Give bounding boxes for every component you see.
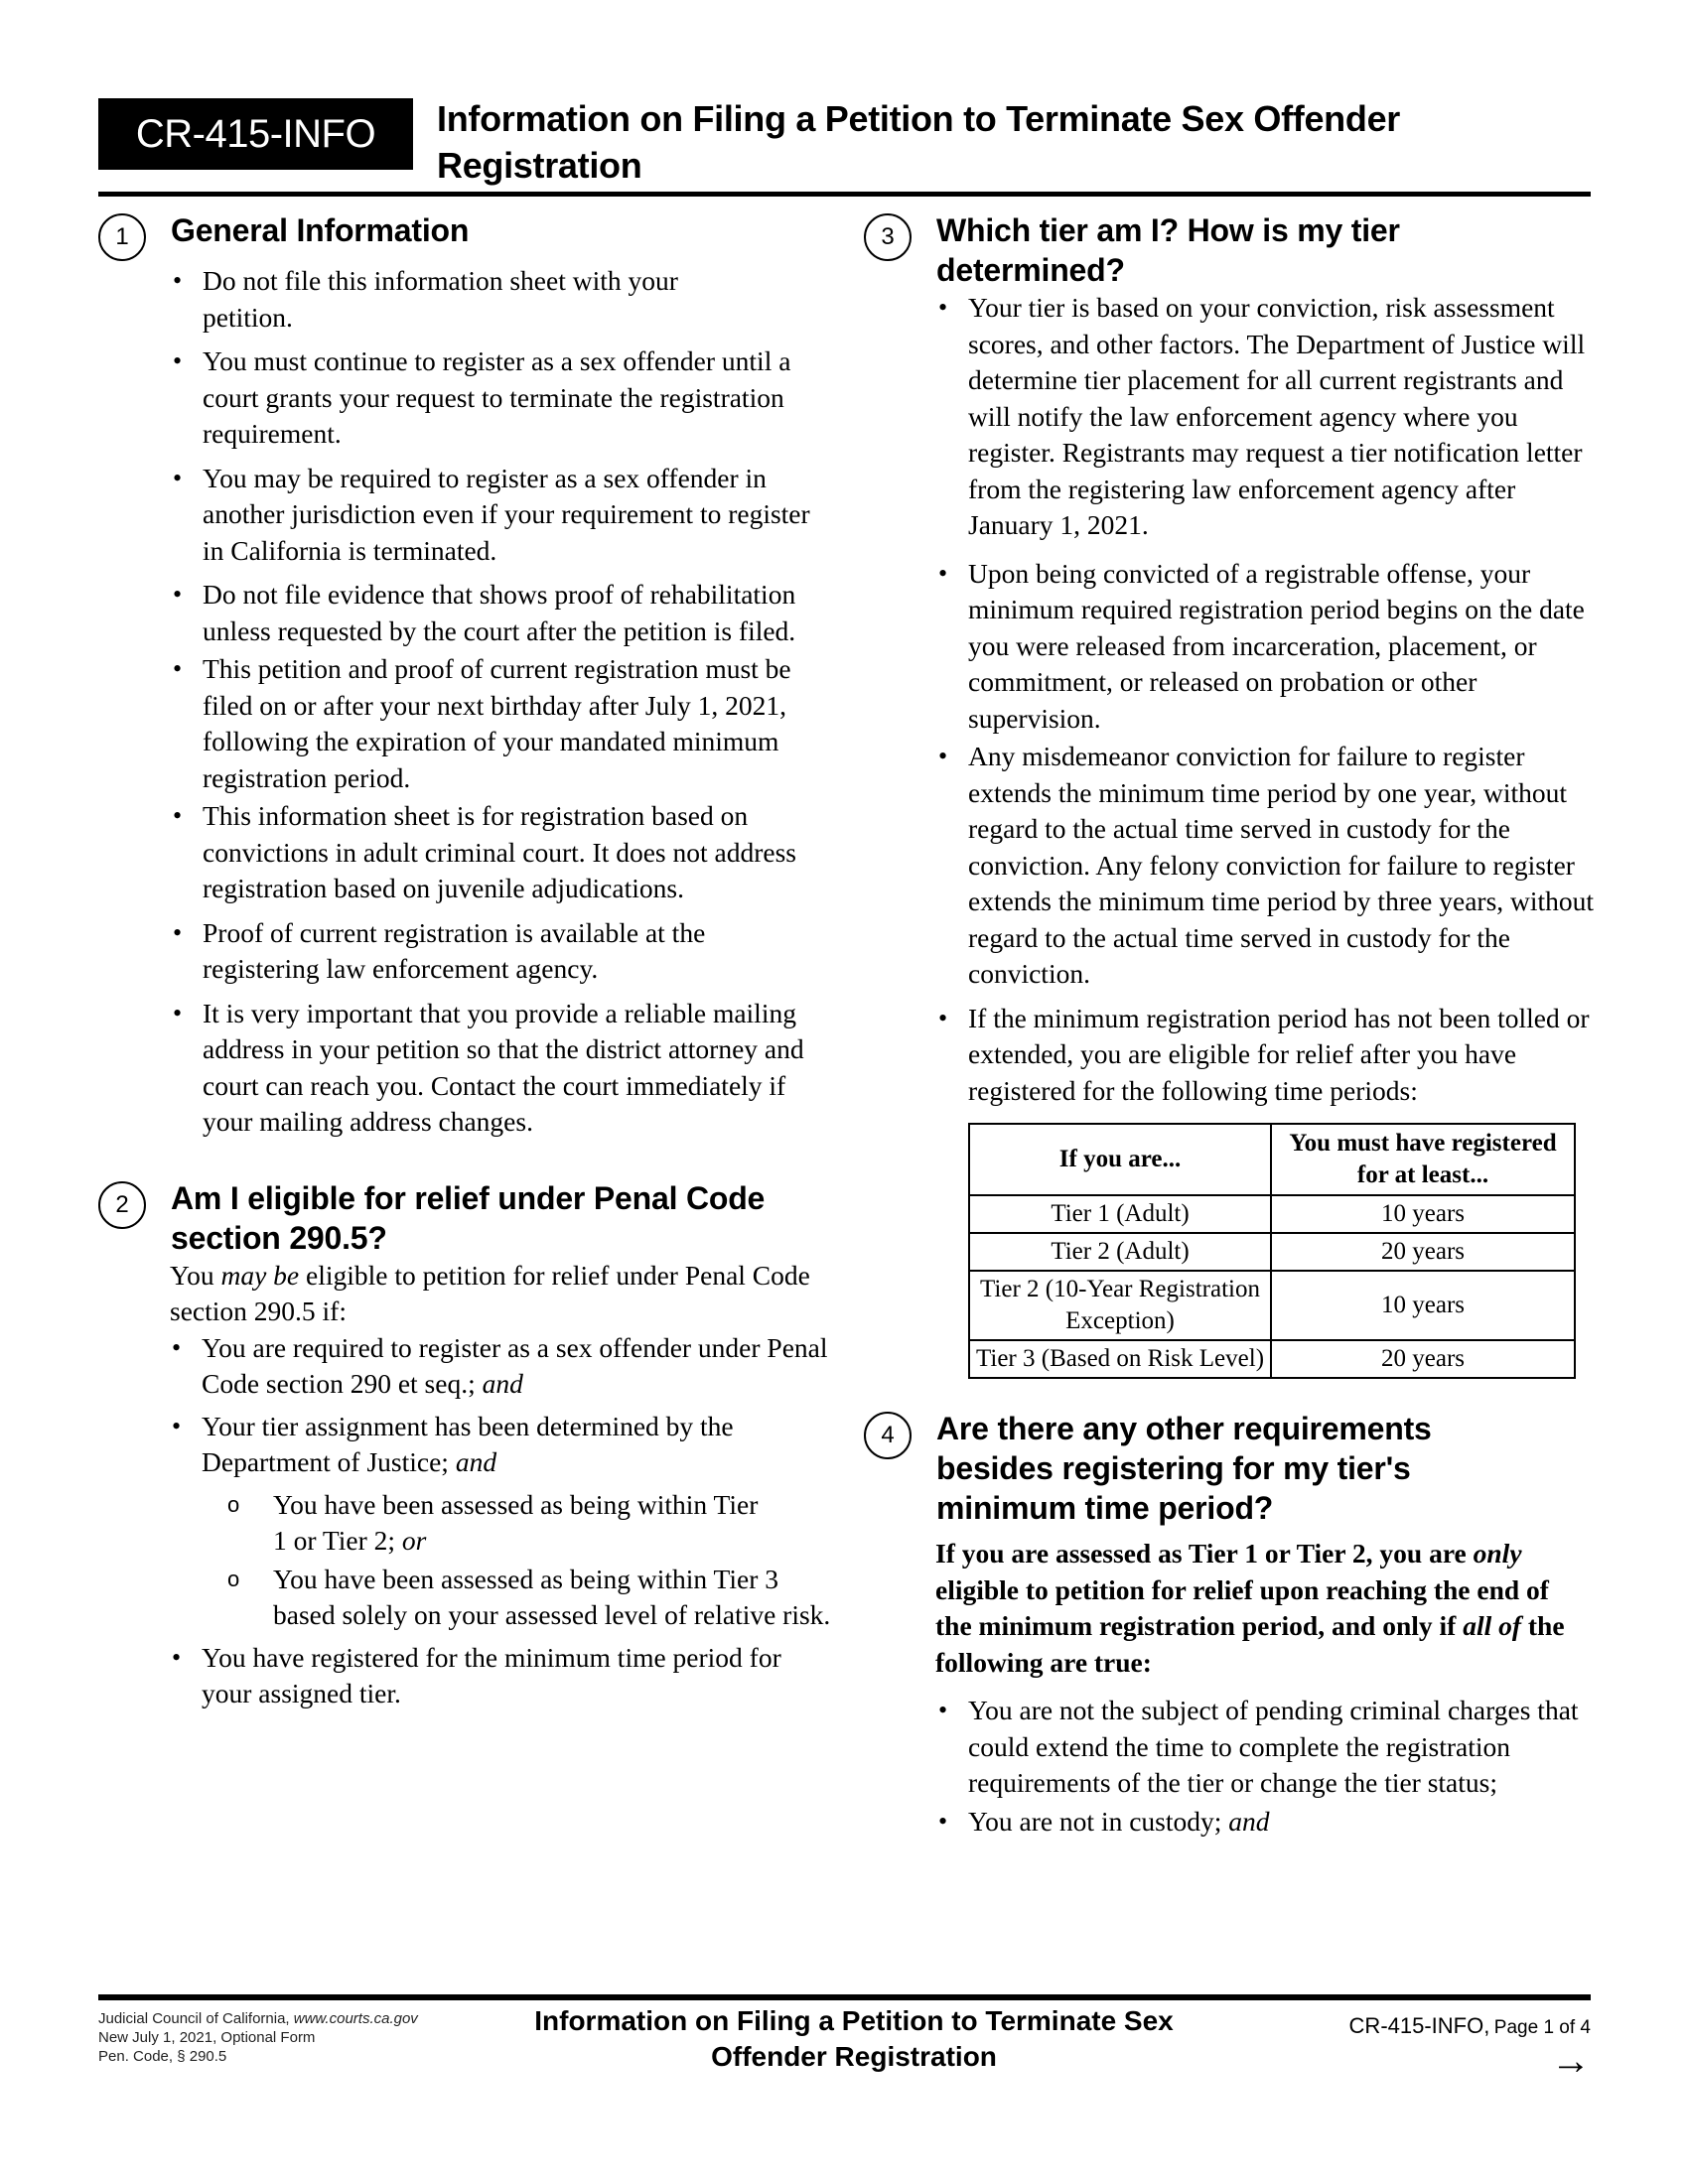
list-item: • Your tier is based on your conviction, risk assessment scores, and other factors. The Department of Justice will determine tier placement for all current registrants and will notify the law enforcement agency where you register. Registrants may request a tier notification letter from the registering law enforcement agency after January 1, 2021. xyxy=(936,290,1599,544)
footer-divider xyxy=(98,1994,1591,2000)
section-title: Are there any other requirements besides registering for my tier's minimum time period? xyxy=(936,1411,1432,1526)
section-title: General Information xyxy=(171,212,470,248)
section-other-requirements xyxy=(864,1409,1599,1840)
form-code: CR-415-INFO xyxy=(135,111,376,156)
footer-title: Information on Filing a Petition to Terminate Sex Offender Registration xyxy=(534,2005,1174,2072)
section-number-badge: 3 xyxy=(864,213,912,261)
table-header: If you are... xyxy=(969,1124,1271,1195)
list-item: • Your tier assignment has been determined by the Department of Justice; and o You have been assessed as being within Tier 1 or Tier 2; or o You have been assessed as being within Tier 3 based solely on your assessed level of relative risk. xyxy=(170,1409,833,1634)
page-title-line2: Registration xyxy=(437,145,642,186)
list-item: • You have registered for the minimum time period for your assigned tier. xyxy=(170,1640,833,1712)
table-row: Tier 3 (Based on Risk Level) 20 years xyxy=(969,1340,1575,1378)
list-item: • Any misdemeanor conviction for failure to register extends the minimum time period by one year, without regard to the actual time served in custody for the conviction. Any felony conviction for failure to register extends the minimum time period by three years, without regard to the actual time served in custody for the conviction. xyxy=(936,739,1599,993)
sub-list-item: o You have been assessed as being within Tier 1 or Tier 2; or xyxy=(225,1487,833,1560)
list-item: • This petition and proof of current registration must be filed on or after your next birthday after July 1, 2021, following the expiration of your mandated minimum registration period. xyxy=(171,651,833,796)
form-code-badge xyxy=(98,98,413,170)
list-item: • You are required to register as a sex offender under Penal Code section 290 et seq.; and xyxy=(170,1330,833,1403)
table-header: You must have registered for at least... xyxy=(1271,1124,1575,1195)
page-title xyxy=(437,95,1579,189)
page-number: Page 1 of 4 xyxy=(1493,2017,1591,2038)
section-number-badge: 2 xyxy=(98,1181,146,1229)
list-item: • Do not file evidence that shows proof of rehabilitation unless requested by the court after the petition is filed. xyxy=(171,577,833,649)
list-item: • Upon being convicted of a registrable offense, your minimum required registration period begins on the date you were released from incarceration, placement, or commitment, or released on probation or other supervision. xyxy=(936,556,1599,738)
list-item: • If the minimum registration period has not been tolled or extended, you are eligible for relief after you have registered for the following time periods: xyxy=(936,1001,1599,1110)
section-intro: You may be eligible to petition for relief under Penal Code section 290.5 if: xyxy=(170,1259,810,1326)
list-item: • Do not file this information sheet with your petition. xyxy=(171,263,833,336)
right-arrow-icon[interactable]: → xyxy=(1551,2039,1591,2083)
table-row: Tier 1 (Adult) 10 years xyxy=(969,1195,1575,1233)
section-number-badge: 4 xyxy=(864,1412,912,1459)
right-column xyxy=(864,210,1599,1840)
list-item: • Proof of current registration is available at the registering law enforcement agency. xyxy=(171,915,833,988)
footer-source: Judicial Council of California, www.courts.ca.gov New July 1, 2021, Optional Form Pen. Code, § 290.5 xyxy=(98,2010,418,2065)
list-item: • You must continue to register as a sex offender until a court grants your request to terminate the registration requirement. xyxy=(171,343,833,453)
list-item: • It is very important that you provide a reliable mailing address in your petition so that the district attorney and court can reach you. Contact the court immediately if your mailing address changes. xyxy=(171,996,833,1141)
section-intro: If you are assessed as Tier 1 or Tier 2, you are only eligible to petition for relief upon reaching the end of the minimum registration period, and only if all of the following are true: xyxy=(935,1538,1565,1678)
list-item: • You are not in custody; and xyxy=(936,1804,1599,1841)
section-title: Am I eligible for relief under Penal Code section 290.5? xyxy=(171,1179,766,1256)
footer-page-info xyxy=(1349,2013,1591,2081)
table-row: Tier 2 (10-Year Registration Exception) 10 years xyxy=(969,1271,1575,1340)
section-tier-determination xyxy=(864,210,1599,1379)
list-item: • You are not the subject of pending criminal charges that could extend the time to complete the registration requirements of the tier or change the tier status; xyxy=(936,1693,1599,1802)
list-item: • This information sheet is for registration based on convictions in adult criminal court. It does not address registration based on juvenile adjudications. xyxy=(171,798,833,907)
footer-form-code: CR-415-INFO, xyxy=(1348,2013,1490,2038)
courts-website-link[interactable]: www.courts.ca.gov xyxy=(293,2010,418,2027)
section-number-badge: 1 xyxy=(98,213,146,261)
section-general-information xyxy=(98,210,833,1141)
header-divider xyxy=(98,192,1591,197)
sub-list-item: o You have been assessed as being within Tier 3 based solely on your assessed level of relative risk. xyxy=(225,1562,833,1634)
section-title: Which tier am I? How is my tier determined? xyxy=(936,212,1400,288)
table-row: Tier 2 (Adult) 20 years xyxy=(969,1233,1575,1271)
left-column xyxy=(98,210,833,1712)
page-title-line1: Information on Filing a Petition to Terminate Sex Offender xyxy=(437,98,1400,139)
section-eligibility xyxy=(98,1178,833,1712)
tier-duration-table xyxy=(968,1123,1576,1379)
list-item: • You may be required to register as a sex offender in another jurisdiction even if your requirement to register in California is terminated. xyxy=(171,461,833,570)
